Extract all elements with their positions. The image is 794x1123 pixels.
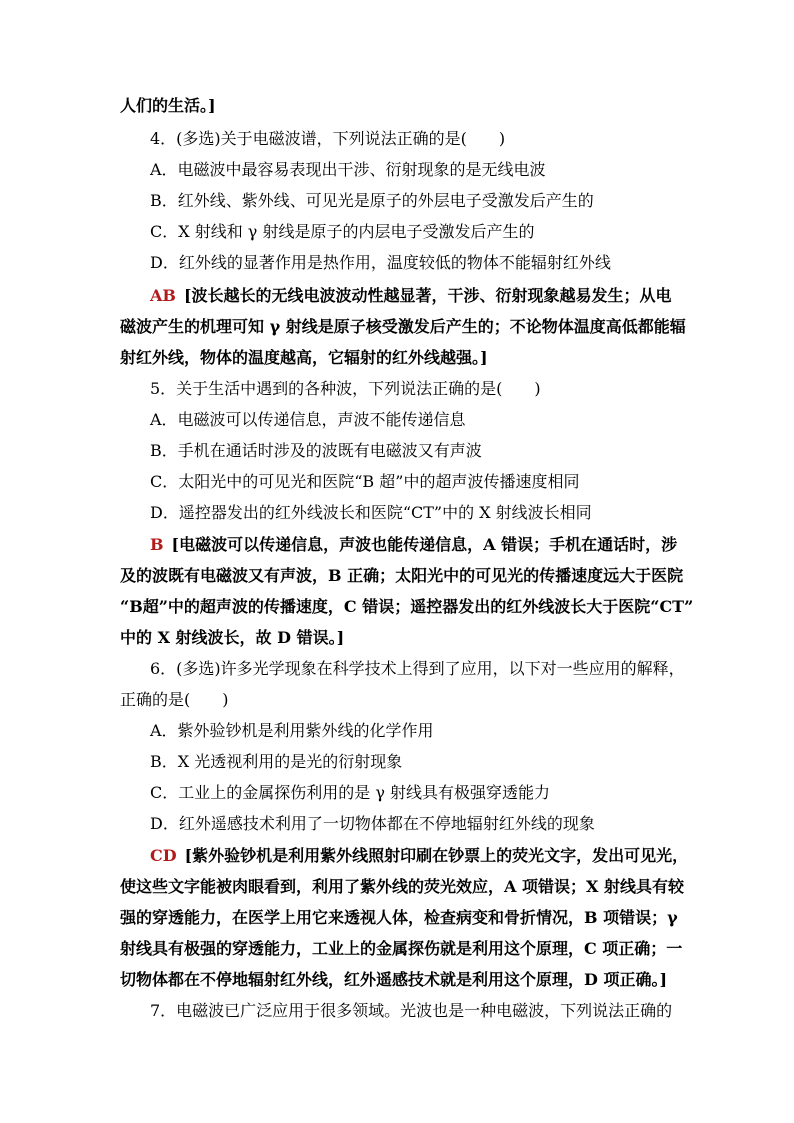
question-6-explanation-line-2: 使这些文字能被肉眼看到，利用了紫外线的荧光效应，A 项错误；X 射线具有较 [120, 877, 684, 896]
question-5-option-c: C．太阳光中的可见光和医院“B 超”中的超声波传播速度相同 [150, 472, 580, 491]
question-4-option-c: C．X 射线和 γ 射线是原子的内层电子受激发后产生的 [150, 222, 535, 241]
question-5-option-a: A．电磁波可以传递信息，声波不能传递信息 [150, 410, 466, 429]
question-5-answer: B [150, 535, 164, 554]
question-6-option-b: B．X 光透视利用的是光的衍射现象 [150, 752, 403, 771]
question-6-option-a: A．紫外验钞机是利用紫外线的化学作用 [150, 721, 434, 740]
question-4-stem: 4．(多选)关于电磁波谱，下列说法正确的是( ) [150, 129, 506, 148]
question-6-answer: CD [150, 846, 177, 865]
question-6-option-c: C．工业上的金属探伤利用的是 γ 射线具有极强穿透能力 [150, 783, 550, 802]
question-5-option-b: B．手机在通话时涉及的波既有电磁波又有声波 [150, 441, 482, 460]
question-6-stem-line-1: 6．(多选)许多光学现象在科学技术上得到了应用，以下对一些应用的解释， [150, 659, 685, 678]
question-5-explanation-line-3: “B超”中的超声波的传播速度，C 错误；遥控器发出的红外线波长大于医院“CT” [120, 597, 694, 616]
question-5-explanation-line-2: 及的波既有电磁波又有声波，B 正确；太阳光中的可见光的传播速度远大于医院 [120, 566, 684, 585]
question-4-option-a: A．电磁波中最容易表现出干涉、衍射现象的是无线电波 [150, 160, 546, 179]
question-4-explanation-line-1: AB [波长越长的无线电波波动性越显著，干涉、衍射现象越易发生；从电 [150, 286, 672, 305]
question-7-stem: 7．电磁波已广泛应用于很多领域。光波也是一种电磁波，下列说法正确的 [150, 1001, 673, 1020]
question-6-explanation-line-4: 射线具有极强的穿透能力，工业上的金属探伤就是利用这个原理，C 项正确；一 [120, 939, 683, 958]
question-6-stem-line-2: 正确的是( ) [120, 690, 229, 709]
question-6-explanation-line-1: CD [紫外验钞机是利用紫外线照射印刷在钞票上的荧光文字，发出可见光， [150, 846, 689, 865]
question-4-option-b: B．红外线、紫外线、可见光是原子的外层电子受激发后产生的 [150, 191, 594, 210]
question-4-explanation-line-2: 磁波产生的机理可知 γ 射线是原子核受激发后产生的；不论物体温度高低都能辐 [120, 317, 686, 336]
question-5-option-d: D．遥控器发出的红外线波长和医院“CT”中的 X 射线波长相同 [150, 503, 592, 522]
question-5-explanation-line-4: 中的 X 射线波长，故 D 错误。] [120, 628, 345, 647]
question-6-option-d: D．红外遥感技术利用了一切物体都在不停地辐射红外线的现象 [150, 814, 595, 833]
question-6-explanation-line-5: 切物体都在不停地辐射红外线，红外遥感技术就是利用这个原理，D 项正确。] [120, 970, 668, 989]
question-4-answer: AB [150, 286, 176, 305]
question-4-explanation-line-3: 射红外线，物体的温度越高，它辐射的红外线越强。] [120, 348, 488, 367]
intro-tail: 人们的生活。] [120, 96, 216, 115]
question-5-explanation-line-1: B [电磁波可以传递信息，声波也能传递信息，A 错误；手机在通话时，涉 [150, 535, 678, 554]
question-6-explanation-line-3: 强的穿透能力，在医学上用它来透视人体，检查病变和骨折情况，B 项错误；γ [120, 908, 678, 927]
question-5-stem: 5．关于生活中遇到的各种波，下列说法正确的是( ) [150, 379, 541, 398]
question-4-option-d: D．红外线的显著作用是热作用，温度较低的物体不能辐射红外线 [150, 253, 611, 272]
